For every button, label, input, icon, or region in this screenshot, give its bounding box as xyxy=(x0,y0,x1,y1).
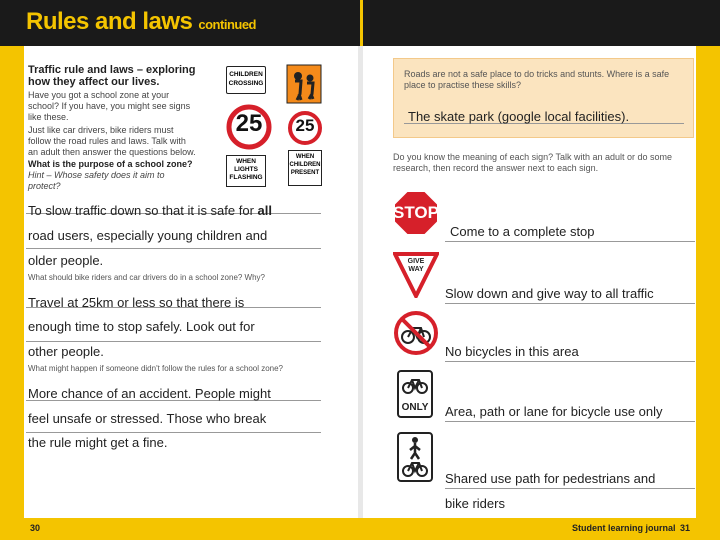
skills-question-box xyxy=(393,58,694,138)
answer-1-emphasis: all xyxy=(257,203,273,218)
title-suffix: continued xyxy=(198,17,256,32)
answer-line xyxy=(26,432,321,433)
purpose-question: What is the purpose of a school zone? xyxy=(28,159,193,169)
answer-no-bicycles: No bicycles in this area xyxy=(445,344,579,359)
answer-1-text-a: To slow traffic down so that it is safe for xyxy=(28,203,254,218)
intro-question: Have you got a school zone at your school? If you have, you might see signs like these. xyxy=(28,90,191,122)
answer-give-way: Slow down and give way to all traffic xyxy=(445,286,654,301)
answer-2-line-2: enough time to stop safely. Look out for xyxy=(28,319,255,334)
answer-shared-path-2: bike riders xyxy=(445,496,505,511)
speed-limit-value-2: 25 xyxy=(295,116,315,135)
give-way-text: GIVE WAY xyxy=(407,258,425,273)
skills-question-text: Roads are not a safe place to do tricks and stunts. Where is a safe place to practise these skills? xyxy=(404,69,670,90)
children-crossing-sign xyxy=(226,66,266,94)
right-margin-band xyxy=(696,46,720,518)
answer-3-line-3: the rule might get a fine. xyxy=(28,435,168,450)
answer-2-line-3: other people. xyxy=(28,344,104,359)
stop-sign-text: STOP xyxy=(393,203,439,222)
answer-3-line-1: More chance of an accident. People might xyxy=(28,386,271,401)
shared-path-sign-icon xyxy=(397,432,433,482)
left-page-number: 30 xyxy=(30,523,41,533)
answer-3-line-2: feel unsafe or stressed. Those who break xyxy=(28,411,267,426)
skills-answer: The skate park (google local facilities). xyxy=(408,109,630,124)
answer-line xyxy=(26,248,321,249)
page-title xyxy=(26,8,256,36)
intro-instructions: Just like car drivers, bike riders must follow the road rules and laws. Talk with an adult then answer the questions below. xyxy=(28,125,196,157)
left-margin-band xyxy=(0,46,24,518)
answer-1-line-2: road users, especially young children and xyxy=(28,228,268,243)
no-bicycles-sign-icon xyxy=(393,310,439,356)
answer-line xyxy=(445,421,695,422)
answer-line xyxy=(445,241,695,242)
when-children-present-sign: WHEN CHILDREN PRESENT xyxy=(288,150,322,186)
question-3: What might happen if someone didn't follow the rules for a school zone? xyxy=(28,364,284,373)
answer-line xyxy=(26,341,321,342)
title-text: Rules and laws xyxy=(26,8,193,35)
intro-block xyxy=(28,64,196,192)
children-crossing-icon xyxy=(286,64,322,104)
children-crossing-text: CHILDREN CROSSING xyxy=(228,71,264,87)
footer-label: Student learning journal xyxy=(572,523,676,533)
answer-stop: Come to a complete stop xyxy=(450,224,595,239)
bicycle-only-text: ONLY xyxy=(401,402,429,413)
answer-1-line-3: older people. xyxy=(28,253,104,268)
answer-line xyxy=(445,488,695,489)
answer-line xyxy=(445,303,695,304)
answer-line xyxy=(445,361,695,362)
answer-2-line-1: Travel at 25km or less so that there is xyxy=(28,295,245,310)
speed-limit-value-1: 25 xyxy=(235,110,263,137)
header-bar-right xyxy=(360,0,720,46)
question-2: What should bike riders and car drivers do in a school zone? Why? xyxy=(28,273,266,282)
hint-text: Hint – Whose safety does it aim to protect? xyxy=(28,170,165,191)
answer-bicycle-only: Area, path or lane for bicycle use only xyxy=(445,404,663,419)
answer-1-line-1 xyxy=(28,203,272,218)
right-page-number: 31 xyxy=(680,523,691,533)
page-gutter xyxy=(358,46,363,518)
answer-shared-path-1: Shared use path for pedestrians and xyxy=(445,471,656,486)
intro-heading: Traffic rule and laws – exploring how they affect our lives. xyxy=(28,64,196,88)
signs-intro: Do you know the meaning of each sign? Talk with an adult or do some research, then record the answer next to each sign. xyxy=(393,152,672,173)
when-lights-flashing-sign: WHEN LIGHTS FLASHING xyxy=(226,155,266,187)
footer-bar xyxy=(0,518,720,540)
